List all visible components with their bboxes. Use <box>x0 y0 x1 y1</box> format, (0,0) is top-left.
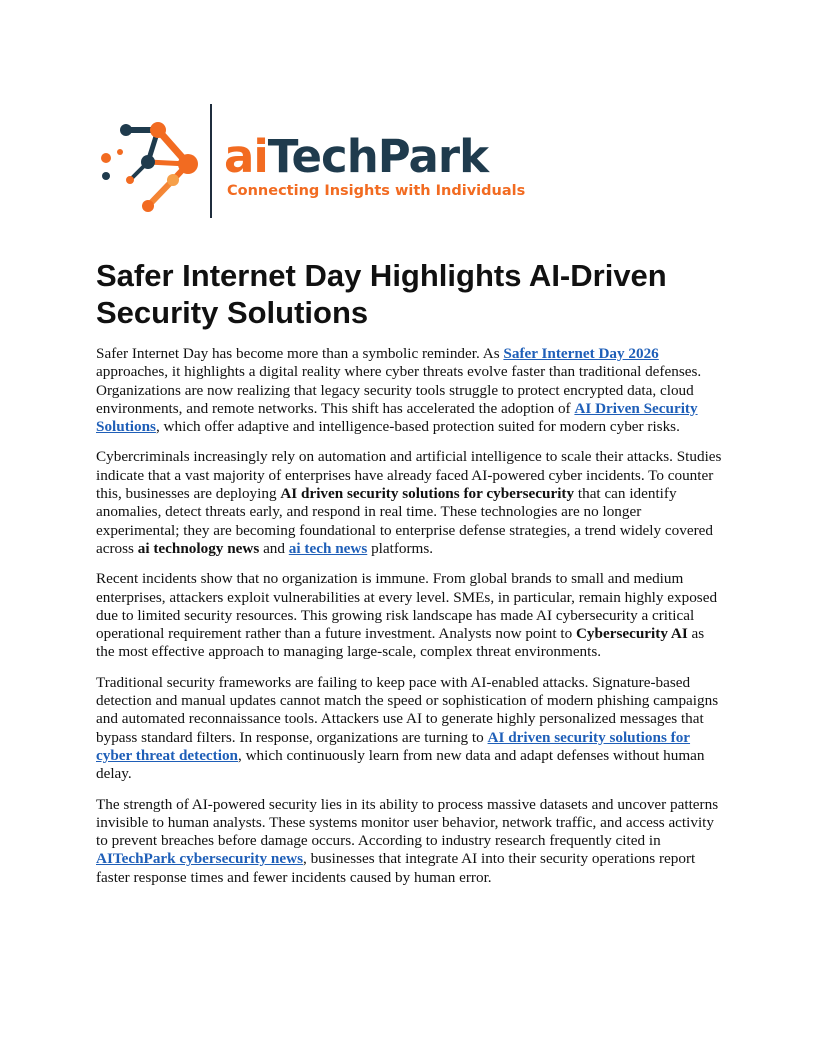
logo-word-techpark: TechPark <box>267 130 489 183</box>
paragraph-text: , businesses that integrate AI into their security operations report faster response times and fewer incidents caused by human error. <box>96 850 696 886</box>
logo-tagline: Connecting Insights with Individuals <box>227 183 526 199</box>
logo-wordmark <box>224 131 488 183</box>
paragraph-text: , which continuously learn from new data and adapt defenses without human delay. <box>96 746 705 783</box>
paragraph-5 <box>96 796 724 887</box>
link-ai-cyber-threat-detection[interactable]: AI driven security solutions for cyber threat detection <box>96 728 691 764</box>
logo-word-ai: ai <box>224 130 268 183</box>
paragraph-2 <box>96 448 724 558</box>
molecule-network-icon <box>98 118 198 223</box>
paragraph-1 <box>96 345 724 436</box>
paragraph-text: , which offer adaptive and intelligence-based protection suited for modern cyber risks. <box>155 418 680 436</box>
paragraph-3 <box>96 570 724 661</box>
article-body <box>96 345 724 899</box>
link-ai-driven-security-solutions[interactable]: AI Driven Security Solutions <box>96 399 698 436</box>
bold-text: Cybersecurity AI <box>575 625 688 643</box>
link-ai-tech-news[interactable]: ai tech news <box>288 539 368 557</box>
link-aitechpark-cybersecurity-news[interactable]: AITechPark cybersecurity news <box>96 850 303 868</box>
paragraph-4 <box>96 674 724 784</box>
paragraph-text: that can identify anomalies, detect threats early, and respond in real time. These technologies are no longer experimental; they are becoming foundational to enterprise defense strategies, a trend widely covered across <box>96 485 713 557</box>
paragraph-text: Safer Internet Day has become more than a symbolic reminder. As <box>96 345 504 362</box>
paragraph-text: and <box>259 539 289 557</box>
paragraph-text: platforms. <box>367 539 434 557</box>
paragraph-text: approaches, it highlights a digital reality where cyber threats evolve faster than traditional defenses. Organizations are now realizing that legacy security tools struggle to protect encrypted data, cloud environments, and remote networks. This shift has accelerated the adoption of <box>96 363 702 417</box>
bold-text: AI driven security solutions for cybersecurity <box>280 485 575 503</box>
article-headline: Safer Internet Day Highlights AI-Driven Security Solutions <box>96 258 667 330</box>
paragraph-text: as the most effective approach to managing large-scale, complex threat environments. <box>96 625 705 661</box>
link-safer-internet-day-2026[interactable]: Safer Internet Day 2026 <box>503 345 659 362</box>
logo-divider <box>210 104 212 218</box>
paragraph-text: Recent incidents show that no organization is immune. From global brands to small and medium enterprises, attackers exploit vulnerabilities at every level. SMEs, in particular, remain highly exposed due to limited security resources. This growing risk landscape has made AI cybersecurity a critical operational requirement rather than a future investment. Analysts now point to <box>96 570 718 643</box>
paragraph-text: Cybercriminals increasingly rely on automation and artificial intelligence to scale their attacks. Studies indicate that a vast majority of enterprises have already faced AI-powered cyber incidents. To counter this, businesses are deploying <box>96 448 722 503</box>
bold-text: ai technology news <box>137 539 260 557</box>
paragraph-text: The strength of AI-powered security lies in its ability to process massive datasets and uncover patterns invisible to human analysts. These systems monitor user behavior, network traffic, and access activity to prevent breaches before damage occurs. According to industry research frequently cited in <box>96 795 719 850</box>
paragraph-text: Traditional security frameworks are failing to keep pace with AI-enabled attacks. Signature-based detection and manual updates cannot match the speed or sophistication of modern phishing campaigns and automated reconnaissance tools. Attackers use AI to generate highly personalized messages that bypass standard filters. In response, organizations are turning to <box>96 673 719 746</box>
